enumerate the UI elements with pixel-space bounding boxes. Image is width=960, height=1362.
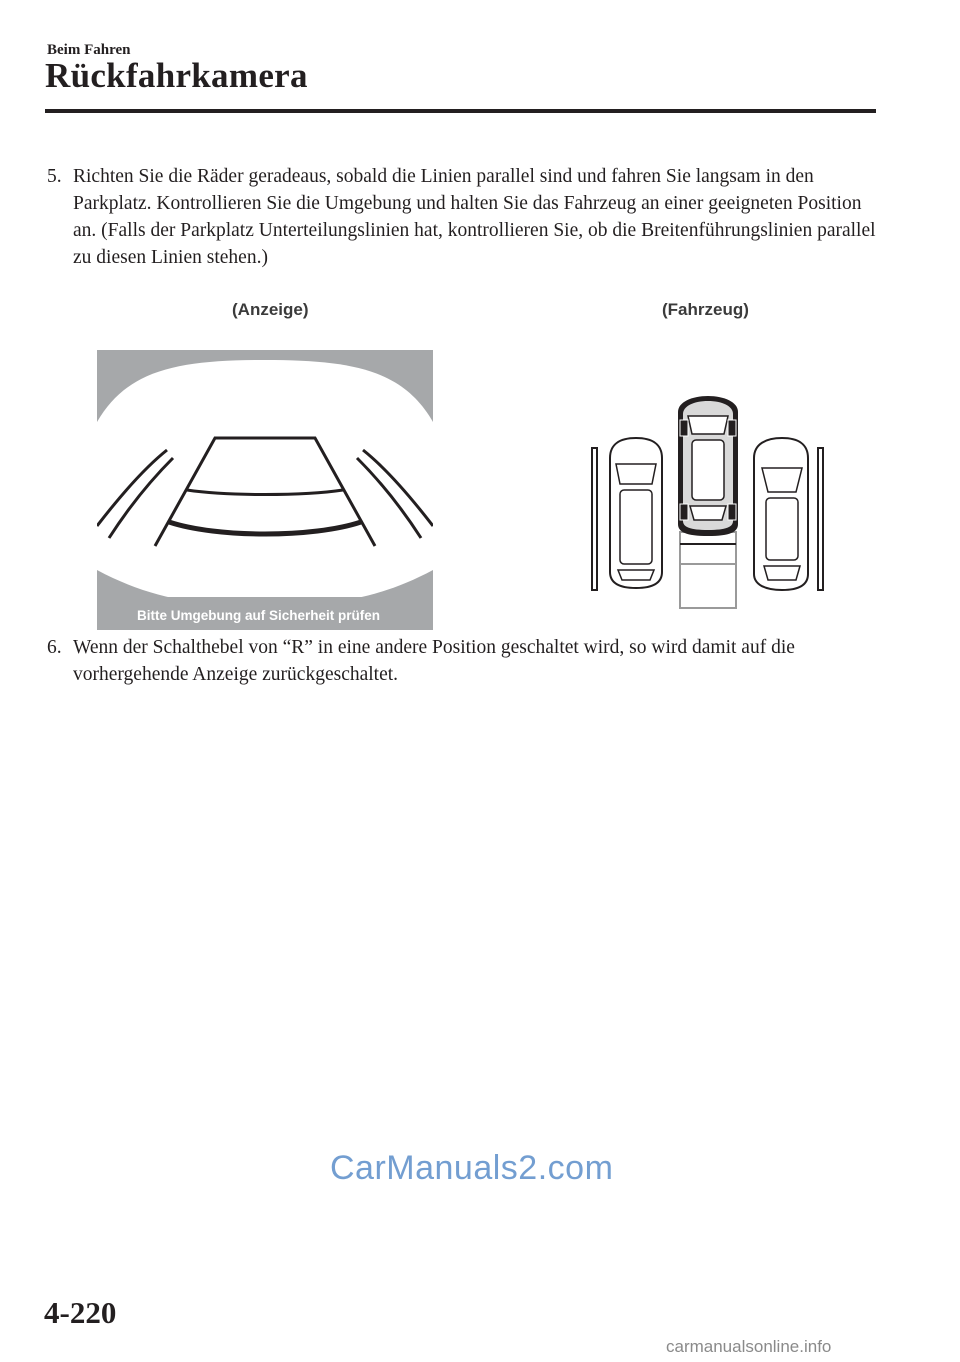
page-number: 4-220 [44,1295,117,1330]
view-area [97,360,433,606]
step-6 [47,634,877,688]
parking-line-left [592,448,597,590]
step-text: Richten Sie die Räder geradeaus, sobald die Linien parallel sind und fahren Sie langsam in den Parkplatz. Kontrollieren Sie die Umgebung und halten Sie das Fahrzeug an einer geeigneten Position an. (Falls der Parkplatz Unterteilungslinien hat, kontrollieren Sie, ob die Breitenführungslinien parallel zu diesen Linien stehen.) [73,166,876,268]
reversing-car [678,396,738,536]
parked-car-right [754,438,808,590]
watermark-link[interactable]: CarManuals2.com [330,1149,614,1187]
step-text: Wenn der Schalthebel von “R” in eine andere Position geschaltet wird, so wird damit auf die vorhergehende Anzeige zurückgeschaltet. [73,637,795,685]
parked-car-left [610,438,662,588]
display-caption: (Anzeige) [232,300,309,319]
step-number: 5. [47,166,62,187]
parking-line-right [818,448,823,590]
camera-display-illustration [97,350,433,630]
step-5 [47,163,877,271]
parking-vehicles-illustration [588,394,838,614]
vehicle-caption: (Fahrzeug) [662,300,749,319]
screen-warning-text: Bitte Umgebung auf Sicherheit prüfen [137,608,381,623]
section-label: Beim Fahren [47,42,131,58]
footer-source-link[interactable]: carmanualsonline.info [666,1337,832,1356]
step-number: 6. [47,637,62,658]
title-divider [45,109,876,113]
page-title: Rückfahrkamera [45,56,308,95]
